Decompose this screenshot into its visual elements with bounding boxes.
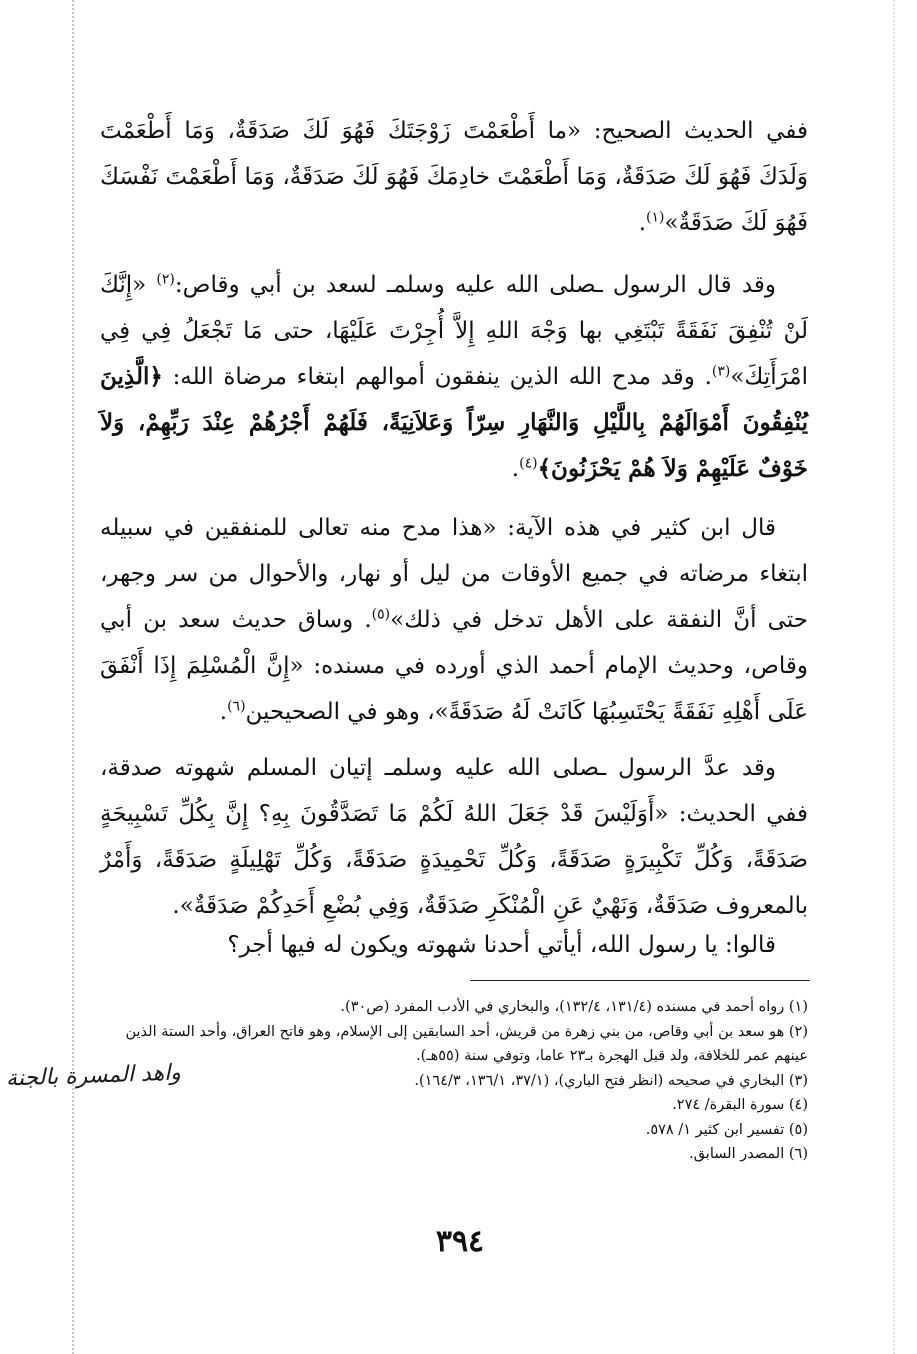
- footnote-4: (٤) سورة البقرة/ ٢٧٤.: [672, 1097, 808, 1113]
- scan-margin-dots-right: [893, 0, 897, 1354]
- hadith-sahih-text: ففي الحديث الصحيح: «ما أَطْعَمْتَ زَوْجَتَكَ فَهُوَ لَكَ صَدَقَةٌ، وَمَا أَطْعَمْتَ وَلَدَكَ فَهُوَ لَكَ صَدَقَةٌ، وَمَا أَطْعَمْتَ خادِمَكَ فَهُوَ لَكَ صَدَقَةٌ، وَمَا أَطْعَمْتَ نَفْسَكَ فَهُوَ لَكَ صَدَقَةٌ»: [100, 118, 808, 236]
- footnote-ref-2: (٢): [156, 271, 175, 288]
- page-number: ٣٩٤: [435, 1224, 485, 1259]
- companions-question-text: قالوا: يا رسول الله، أيأتي أحدنا شهوته ويكون له فيها أجر؟: [227, 932, 776, 958]
- footnote-divider: [470, 980, 810, 981]
- handwritten-annotation: واهد المسرة بالجنة: [5, 1060, 182, 1092]
- paragraph-5: [100, 922, 808, 968]
- paragraph-2: وقد قال الرسول ـصلى الله عليه وسلمـ لسعد بن أبي وقاص:$^{(٢)}$ «إِنَّكَ لَنْ تُنْفِقَ نَفَقَةً تَبْتَغِي بها وَجْهَ اللهِ إِلاَّ أُجِرْتَ عَلَيْهَا، حتى مَا تَجْعَلُ فِي فِي امْرَأَتِكَ»$^{(٣)}$. وقد مدح الله الذين ينفقون أموالهم ابتغاء مرضاة الله: ﴿الَّذِينَ يُنْفِقُونَ أَمْوَالَهُمْ بِاللَّيْلِ وَالنَّهَارِ سِرّاً وَعَلاَنِيَةً، فَلَهُمْ أَجْرُهُمْ عِنْدَ رَبِّهِمْ، وَلاَ خَوْفٌ عَلَيْهِمْ وَلاَ هُمْ يَحْزَنُونَ﴾$^{(٤)}$.: [100, 271, 809, 482]
- footnote-6: (٦) المصدر السابق.: [689, 1146, 808, 1162]
- saad-intro-text: وقد قال الرسول ـصلى الله عليه وسلمـ لسعد بن أبي وقاص:: [174, 272, 777, 298]
- footnote-ref-1: (١): [646, 209, 665, 226]
- footnote-5: (٥) تفسير ابن كثير ١/ ٥٧٨.: [645, 1121, 808, 1138]
- scan-margin-dots-left: [72, 0, 76, 1354]
- footnote-3: (٣) البخاري في صحيحه (انظر فتح الباري)، (٣٧/١، ١٣٦/١، ١٦٤/٣).: [414, 1072, 808, 1089]
- quran-verse: ﴿الَّذِينَ يُنْفِقُونَ أَمْوَالَهُمْ بِاللَّيْلِ وَالنَّهَارِ سِرّاً وَعَلاَنِيَةً، فَلَهُمْ أَجْرُهُمْ عِنْدَ رَبِّهِمْ، وَلاَ خَوْفٌ عَلَيْهِمْ وَلاَ هُمْ يَحْزَنُونَ﴾: [100, 363, 808, 482]
- footnote-2: (٢) هو سعد بن أبي وقاص، من بني زهرة من قريش، أحد السابقين إلى الإسلام، وهو فاتح العراق، وأحد الستة الذين عينهم عمر للخلافة، ولد قبل الهجرة بـ٢٣ عاما، وتوفي سنة (٥٥هـ).: [125, 1023, 808, 1064]
- ahmad-hadith-text: . وساق حديث سعد بن أبي وقاص، وحديث الإمام أحمد الذي أورده في مسنده: «إِنَّ الْمُسْلِمَ إِذَا أَنْفَقَ عَلَى أَهْلِهِ نَفَقَةً يَحْتَسِبُهَا كَانَتْ لَهُ صَدَقَةً»، وهو في الصحيحين: [100, 607, 808, 725]
- saad-hadith-text: «إِنَّكَ لَنْ تُنْفِقَ نَفَقَةً تَبْتَغِي بها وَجْهَ اللهِ إِلاَّ أُجِرْتَ عَلَيْهَا، حتى مَا تَجْعَلُ فِي فِي امْرَأَتِكَ»: [100, 272, 809, 390]
- footnote-1: (١) رواه أحمد في مسنده (١٣١/٤، ١٣٢/٤)، والبخاري في الأدب المفرد (ص٣٠).: [340, 999, 808, 1015]
- footnote-ref-5: (٥): [371, 606, 391, 623]
- charity-hadith-text: وقد عدَّ الرسول ـصلى الله عليه وسلمـ إتيان المسلم شهوته صدقة، ففي الحديث: «أَوَلَيْسَ قَدْ جَعَلَ اللهُ لَكُمْ مَا تَصَدَّقُونَ بِهِ؟ إِنَّ بِكُلِّ تَسْبِيحَةٍ صَدَقَةً، وَكُلِّ تَكْبِيرَةٍ صَدَقَةً، وَكُلِّ تَحْمِيدَةٍ صَدَقَةً، وَكُلِّ تَهْلِيلَةٍ صَدَقَةً، وَأَمْرٌ بالمعروف صَدَقَةٌ، وَنَهْيٌ عَنِ الْمُنْكَرِ صَدَقَةٌ، وَفِي بُضْعِ أَحَدِكُمْ صَدَقَةٌ».: [100, 755, 808, 919]
- footnote-ref-6: (٦): [227, 698, 246, 715]
- ibn-kathir-quote: قال ابن كثير في هذه الآية: «هذا مدح منه تعالى للمنفقين في سبيله ابتغاء مرضاته في جميع الأوقات من ليل أو نهار، والأحوال من سر وجهر، حتى أنَّ النفقة على الأهل تدخل في ذلك»: [100, 515, 808, 633]
- footnote-ref-3: (٣): [711, 363, 731, 380]
- paragraph-1: ففي الحديث الصحيح: «ما أَطْعَمْتَ زَوْجَتَكَ فَهُوَ لَكَ صَدَقَةٌ، وَمَا أَطْعَمْتَ وَلَدَكَ فَهُوَ لَكَ صَدَقَةٌ، وَمَا أَطْعَمْتَ خادِمَكَ فَهُوَ لَكَ صَدَقَةٌ، وَمَا أَطْعَمْتَ نَفْسَكَ فَهُوَ لَكَ صَدَقَةٌ»$^{(١)}$.: [100, 118, 808, 236]
- paragraph-4: [100, 745, 808, 929]
- footnote-ref-4: (٤): [519, 455, 538, 472]
- quran-intro-text: وقد مدح الله الذين ينفقون أموالهم ابتغاء مرضاة الله:: [172, 364, 695, 390]
- paragraph-3: قال ابن كثير في هذه الآية: «هذا مدح منه تعالى للمنفقين في سبيله ابتغاء مرضاته في جميع الأوقات من ليل أو نهار، والأحوال من سر وجهر، حتى أنَّ النفقة على الأهل تدخل في ذلك»$^{(٥)}$. وساق حديث سعد بن أبي وقاص، وحديث الإمام أحمد الذي أورده في مسنده: «إِنَّ الْمُسْلِمَ إِذَا أَنْفَقَ عَلَى أَهْلِهِ نَفَقَةً يَحْتَسِبُهَا كَانَتْ لَهُ صَدَقَةً»، وهو في الصحيحين$^{(٦)}$.: [100, 515, 808, 725]
